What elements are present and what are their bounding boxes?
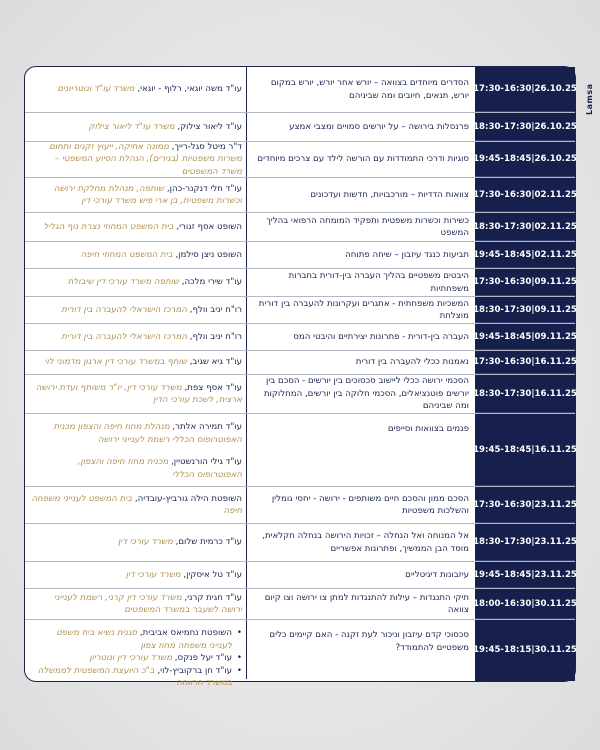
session-date-time [475, 524, 575, 561]
session-topic: אל המנוחה ואל הנחלה – זכויות הירושה בנחלה חקלאית, מוסד הבן הממשיך, ופתרונות אפשריים [246, 524, 475, 561]
speaker-affiliation: בית המשפט המחוזי נצרת נוף הגליל [43, 221, 174, 232]
session-topic: סוגיות ודרכי התמודדות עם הורשה לילד עם צרכים מיוחדים [246, 142, 475, 177]
speaker [31, 652, 242, 665]
session-topic: צוואות הדדיות – מורכבויות, חדשות ועדכונים [246, 178, 475, 212]
session-time: 18:30-17:30 [473, 304, 532, 315]
session-date: 02.11.25 [534, 249, 577, 260]
session-topic: כשירות וכשרות משפטית ותפקיד המומחה הרפואי בהליך המשפט [246, 213, 475, 241]
speaker [31, 493, 242, 518]
schedule-table [24, 66, 577, 688]
session-time: 19:45-18:45 [473, 331, 532, 342]
session-time: 18:30-17:30 [473, 221, 532, 232]
session-time: 17:30-16:30 [473, 189, 532, 200]
session-speakers [25, 351, 248, 374]
separator: | [531, 537, 535, 547]
speaker-affiliation: משרד עורכי דין [125, 569, 181, 580]
separator: | [531, 277, 535, 287]
session-topic: תיקי התנגדות – עילות להתנגדות למתן צו ירושה וצו קיום צוואה [246, 589, 475, 619]
speaker-name: עו"ד טל איסקין, [180, 569, 242, 580]
session-topic: סכסוכי קדם עיזבון וניכור לעת זקנה - האם קיימים כלים משפטיים להתמודד? [246, 620, 475, 679]
table-row [25, 414, 575, 487]
table-row [25, 589, 575, 620]
table-row [25, 562, 575, 589]
speaker-affiliation: המרכז הישראלי להעברה בין דורית [61, 331, 187, 342]
session-time: 17:30-16:30 [473, 277, 532, 287]
speaker [31, 536, 242, 549]
session-speakers [25, 269, 248, 296]
speaker [31, 276, 242, 289]
session-topic: העברה בין-דורית - פתרונות יצירתיים והיבטי המס [246, 324, 475, 350]
table-row [25, 142, 575, 178]
speaker [31, 141, 242, 179]
speaker-name: עו"ד אסף צפת, [181, 382, 242, 393]
session-speakers [25, 589, 248, 619]
speaker [31, 83, 242, 96]
speaker-name: רו"ח יניב וולף, [186, 304, 242, 315]
speaker-affiliation: בית המשפט המחוזי חיפה [80, 249, 173, 260]
speaker-name: עו"ד חגית קרני, [181, 592, 242, 603]
separator: | [531, 249, 535, 260]
table-row [25, 213, 575, 242]
session-date-time [475, 142, 575, 177]
session-topic: נאמנות ככלי להעברה בין דורית [246, 351, 475, 374]
session-date-time [475, 113, 575, 141]
session-date: 16.11.25 [534, 357, 577, 367]
session-date: 30.11.25 [534, 598, 577, 609]
speaker [31, 221, 242, 234]
separator: | [531, 499, 535, 510]
table-row [25, 620, 577, 688]
session-date-time [475, 67, 575, 112]
session-date: 09.11.25 [534, 277, 577, 287]
session-time: 17:30-16:30 [473, 84, 532, 94]
session-date: 23.11.25 [534, 569, 577, 580]
session-topic: פגמים בצוואות וסייפים [246, 414, 475, 486]
session-speakers [25, 375, 248, 413]
session-time: 18:00-16:30 [473, 598, 532, 609]
speaker-name: השופט אסף זגורי, [173, 221, 242, 232]
separator: | [531, 121, 535, 132]
speaker-name: עו"ד משה יוגאי, רלוף - יוגאי, [134, 84, 242, 95]
separator: | [531, 304, 535, 315]
session-speakers [25, 524, 248, 561]
session-date-time [475, 487, 575, 523]
speaker-affiliation: מכנית מחוז חיפה והצפון, האפוטרופוס הכללי [77, 457, 242, 480]
speaker-affiliation: סגנית נשיא בית משפט לענייני משפחה מחוז צפון [56, 628, 232, 651]
speaker-name: רו"ח יניב וולף, [186, 331, 242, 342]
speaker-name: עו"ד יעל פנקס, [172, 653, 232, 663]
speaker-name: עו"ד גיא שגיב, [186, 357, 242, 368]
speaker-affiliation: משרד עו"ד ליאור צילוק [88, 121, 175, 132]
session-speakers [25, 178, 248, 212]
speaker [31, 356, 242, 369]
session-time: 18:30-17:30 [473, 121, 532, 132]
table-row [25, 67, 575, 113]
session-speakers [25, 562, 248, 588]
speaker-name: ד"ר מיטל סגל-רייך, [168, 141, 242, 152]
session-speakers [25, 297, 248, 323]
speaker [31, 382, 242, 407]
speaker-affiliation: משרד עורכי דין [117, 537, 173, 548]
session-date-time [475, 620, 575, 679]
separator: | [531, 444, 535, 455]
session-date: 26.10.25 [534, 121, 577, 132]
session-date: 23.11.25 [534, 499, 577, 510]
speaker-affiliation: שותפה משרד עורכי דין שיבולת [67, 277, 180, 288]
speaker-name: עו"ד חלי דנקנר-כהן, [164, 183, 242, 194]
session-date-time [475, 589, 575, 619]
session-date: 23.11.25 [534, 537, 577, 547]
session-date-time [475, 242, 575, 268]
speaker-name: עו"ד תמירה אלתר, [169, 422, 242, 432]
speaker [31, 249, 242, 262]
brand-logo: Lamsa [585, 83, 594, 115]
speaker [31, 456, 242, 481]
speaker [31, 183, 242, 208]
speaker-affiliation: ב"כ היועצת המשפטית לממשלה במשרד הרווחה [37, 665, 232, 688]
session-date-time [475, 297, 575, 323]
session-time: 17:30-16:30 [473, 357, 532, 367]
separator: | [531, 569, 535, 580]
session-time: 19:45-18:45 [473, 569, 532, 580]
session-date-time [475, 178, 575, 212]
session-time: 18:30-17:30 [473, 388, 532, 399]
session-date-time [475, 414, 575, 486]
session-date-time [475, 269, 575, 296]
session-time: 18:30-17:30 [473, 537, 532, 547]
speaker [31, 331, 242, 344]
speaker-affiliation: המרכז הישראלי להעברה בין דורית [61, 304, 187, 315]
speaker-name: השופטת נחמיאס אביבית, [137, 628, 232, 638]
session-speakers [25, 113, 248, 141]
session-date: 09.11.25 [534, 331, 577, 342]
speaker-name: השופט ניצן סילמן, [172, 249, 242, 260]
session-date-time [475, 562, 575, 588]
session-topic: תביעות כנגד עיזבון – שיחה פתוחה [246, 242, 475, 268]
session-date-time [475, 351, 575, 374]
speaker-name: עו"ד ליאור צילוק, [174, 121, 242, 132]
speaker [31, 665, 242, 690]
speaker-affiliation: מנהלת מחוז חיפה והצפון מכנית האפוטרופוס הכללי רשמת לענייני ירושה [53, 422, 242, 445]
speaker-affiliation: משרד עורכי דין ונוטריון [89, 653, 173, 663]
separator: | [531, 644, 535, 655]
session-time: 19:45-18:15 [473, 644, 532, 655]
speaker-name: עו"ד כרמית שלום, [172, 537, 242, 548]
separator: | [531, 154, 535, 164]
session-date: 16.11.25 [534, 388, 577, 399]
session-speakers [25, 142, 248, 177]
session-speakers [25, 414, 248, 486]
table-row [25, 242, 575, 269]
speaker-affiliation: משרד עו"ד ונוטריונים [57, 84, 135, 95]
session-time: 19:45-18:45 [473, 154, 532, 164]
session-time: 19:45-18:45 [473, 249, 532, 260]
session-date: 02.11.25 [534, 221, 577, 232]
speaker-affiliation: משרד עורכי דין, יו"ר משותף ועדת ירושה ארצית, לשכת עורכי הדין [35, 382, 242, 405]
session-speakers [25, 324, 248, 350]
session-date-time [475, 375, 575, 413]
separator: | [531, 189, 535, 200]
session-time: 17:30-16:30 [473, 499, 532, 510]
separator: | [531, 598, 535, 609]
speaker-name: השופטת הילה גורביץ-עובדיה, [132, 493, 242, 504]
session-speakers [25, 620, 248, 688]
table-row [25, 524, 575, 562]
session-topic: פרנסלות בירושה – על יורשים סמויים ומצבי אמצע [246, 113, 475, 141]
session-date: 09.11.25 [534, 304, 577, 315]
session-speakers [25, 242, 248, 268]
table-row [25, 487, 575, 524]
speaker-affiliation: בית המשפט לענייני משפחה חיפה [31, 493, 242, 516]
session-date: 02.11.25 [534, 189, 577, 200]
separator: | [531, 357, 535, 367]
session-topic: עיזבונות דיגיטליים [246, 562, 475, 588]
session-topic: המשכיות משפחתית - אתגרים ועקרונות להעברה בין דורית מוצלחת [246, 297, 475, 323]
session-speakers [25, 487, 248, 523]
session-date: 26.10.25 [534, 84, 577, 94]
speaker-name: עו"ד גילי הורנשטיין, [168, 457, 242, 467]
table-row [25, 375, 575, 414]
session-date: 30.11.25 [534, 644, 577, 655]
session-speakers [25, 67, 248, 112]
speaker-affiliation: שותפה, מנהלת מחלקת ירושה וכשרות משפטית, בן ארי פיש משרד עורכי דין [53, 183, 242, 206]
session-speakers [25, 213, 248, 241]
speaker [31, 592, 242, 617]
separator: | [531, 221, 535, 232]
session-date: 16.11.25 [534, 444, 577, 455]
speaker [31, 569, 242, 582]
speaker-name: עו"ד חן ברקוביץ-לוי, [154, 665, 232, 676]
session-date-time [475, 324, 575, 350]
session-date-time [475, 213, 575, 241]
speaker [31, 627, 242, 652]
table-row [25, 178, 575, 213]
table-row [25, 297, 575, 324]
table-row [25, 324, 575, 351]
speaker [31, 421, 242, 446]
speaker-affiliation: משרד עורכי דין קרני, רשמת לענייני ירושה לשעבר במשרד המשפטים [54, 592, 242, 615]
session-topic: הסכמי ירושה ככלי ליישוב סכסוכים בין יורשים - הסכם בין יורשים פוטנציאלים, הסכמי חלוקה בין יורשים, המחלוקות ומה שביניהם [246, 375, 475, 413]
speaker-affiliation: שותף במשרד עורכי דין ארגון מדמוני לוי [44, 357, 187, 368]
session-date: 26.10.25 [534, 154, 577, 164]
table-row [25, 269, 575, 297]
table-row [25, 351, 575, 375]
speaker-affiliation: ממונה אתיקה, ייעוץ זקנים ותחום משרות משפטיות (בגירים), הנהלת הסיוע המשפטי – משרד המשפטים [49, 141, 242, 177]
speaker [31, 304, 242, 317]
separator: | [531, 388, 535, 399]
session-topic: הסכם ממון והסכם חיים משותפים - ירושה - יחסי גומלין והשלכות משפטיות [246, 487, 475, 523]
session-topic: היבטים משפטיים בהליך העברה בין-דורית בחברות משפחתיות [246, 269, 475, 296]
speaker-name: עו"ד שירי מלכה, [179, 277, 242, 288]
speaker [31, 121, 242, 134]
separator: | [531, 84, 535, 94]
separator: | [531, 331, 535, 342]
session-topic: הסדרים מיוחדים בצוואה – יורש אחר יורש, יורש במקום יורש, תנאים, חיובים ומה שביניהם [246, 67, 475, 112]
table-row [25, 113, 575, 142]
session-time: 19:45-18:45 [473, 444, 532, 455]
